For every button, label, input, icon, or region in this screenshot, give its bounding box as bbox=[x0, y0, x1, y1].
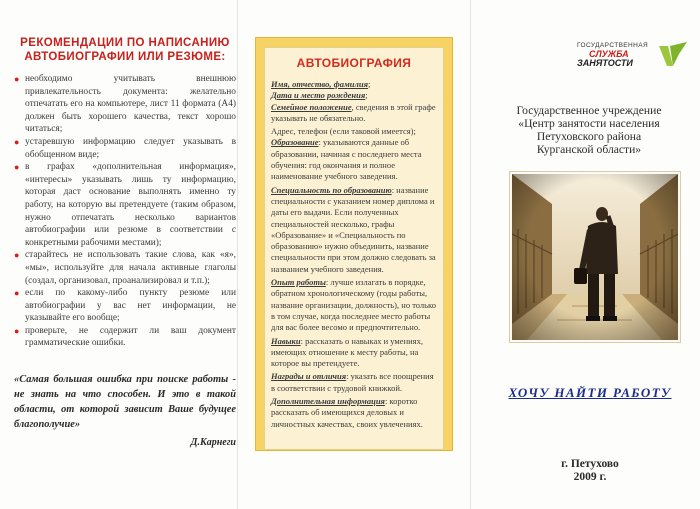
organization-name: Государственное учреждение «Центр занятости населения Петуховского района Курганской области» bbox=[516, 104, 662, 156]
cover-photo bbox=[510, 172, 680, 342]
businessman-walking-image bbox=[512, 174, 678, 340]
autobiography-inner bbox=[264, 47, 444, 450]
headline: ХОЧУ НАЙТИ РАБОТУ bbox=[508, 385, 672, 400]
autobiography-item: Награды и отличия: указать все поощрения в соответствии с трудовой книжкой. bbox=[271, 371, 434, 393]
list-item: ● устаревшую информацию следует указывать в обобщенном виде; bbox=[14, 136, 236, 160]
recommendations-list bbox=[14, 73, 236, 350]
list-item: ● если по какому-либо пункту резюме или автобиографии у вас нет информации, не указывайте его вообще; bbox=[14, 288, 236, 324]
list-item: ● в графах «дополнительная информация», «интересы» указывать лишь ту информацию, которая даст основание выполнять именно ту работу, на которую вы претендуете (таким образом, нужно отпечатать несколько вариантов автобиографии или резюме в соответствии с конкретными рабочими местами); bbox=[14, 162, 236, 248]
quote-author: Д.Карнеги bbox=[190, 437, 236, 449]
autobiography-item: Дата и место рождения; bbox=[271, 90, 368, 101]
bullet-icon: ● bbox=[14, 74, 20, 84]
autobiography-item: Специальность по образованию: название специальности с указанием номер диплома и даты его выдачи. Если полученных специальностей несколько, графы «Образование» и «Специальность по образованию» нужно объединить, название специальности при этом должно следовать за названием учебного заведения. bbox=[271, 184, 436, 274]
bullet-icon: ● bbox=[14, 162, 20, 173]
year: 2009 г. bbox=[573, 471, 607, 483]
autobiography-item: Имя, отчество, фамилия; bbox=[271, 79, 371, 89]
autobiography-item: Дополнительная информация: коротко рассказать об имеющихся деловых и личностных качествах, своих увлечениях. bbox=[271, 396, 423, 429]
city: г. Петухово bbox=[561, 458, 619, 470]
autobiography-item: Адрес, телефон (если таковой имеется); bbox=[271, 126, 416, 137]
employment-service-logo bbox=[577, 42, 689, 72]
recommendations-panel bbox=[14, 36, 236, 502]
autobiography-panel bbox=[255, 37, 453, 451]
fold-line-left bbox=[237, 0, 238, 509]
bullet-icon: ● bbox=[14, 325, 20, 336]
city-and-year bbox=[520, 458, 660, 484]
list-item: ● старайтесь не использовать такие слова, как «я», «мы», используйте для начала активные глаголы (создал, организовал, проанализировал и т.п.); bbox=[14, 250, 236, 286]
bullet-icon: ● bbox=[14, 288, 20, 299]
autobiography-item: Образование: указываются данные об образовании, начиная с последнего места обучения: год окончания и полное наименование учебного заведения. bbox=[271, 137, 422, 182]
autobiography-item: Опыт работы: лучше излагать в порядке, обратном хронологическому (годы работы, название организации, должность), но только в том случае, когда последнее место работы для вас более весомо и предпочтительно. bbox=[271, 277, 436, 333]
autobiography-title: АВТОБИОГРАФИЯ bbox=[296, 56, 412, 70]
logo-text-middle: СЛУЖБА bbox=[589, 49, 629, 59]
fold-line-right bbox=[470, 0, 471, 509]
bullet-icon: ● bbox=[14, 250, 20, 261]
recommendations-title: РЕКОМЕНДАЦИИ ПО НАПИСАНИЮ АВТОБИОГРАФИИ ИЛИ РЕЗЮМЕ: bbox=[20, 37, 230, 63]
logo-chevron-icon bbox=[657, 42, 689, 72]
quote: «Самая большая ошибка при поиске работы - не знать на что способен. И это в такой области, от которой зависит Ваше будущее благополучие» bbox=[14, 374, 236, 431]
logo-text-top: ГОСУДАРСТВЕННАЯ bbox=[577, 42, 649, 49]
bullet-icon: ● bbox=[14, 136, 20, 147]
logo-text-bottom: ЗАНЯТОСТИ bbox=[577, 58, 633, 68]
list-item: ● проверьте, не содержит ли ваш документ грамматические ошибки. bbox=[14, 325, 236, 349]
autobiography-item: Семейное положение, сведения в этой графе указывать не обязательно. bbox=[271, 101, 436, 123]
list-item: ● необходимо учитывать внешнюю привлекательность документа: желательно отпечатать его на компьютере, лист 11 формата (А4) должен быть хорошего качества, текст хорошо читаться; bbox=[14, 74, 236, 135]
autobiography-item: Навыки: рассказать о навыках и умениях, имеющих отношение к месту работы, на которое вы претендуете. bbox=[271, 335, 423, 369]
